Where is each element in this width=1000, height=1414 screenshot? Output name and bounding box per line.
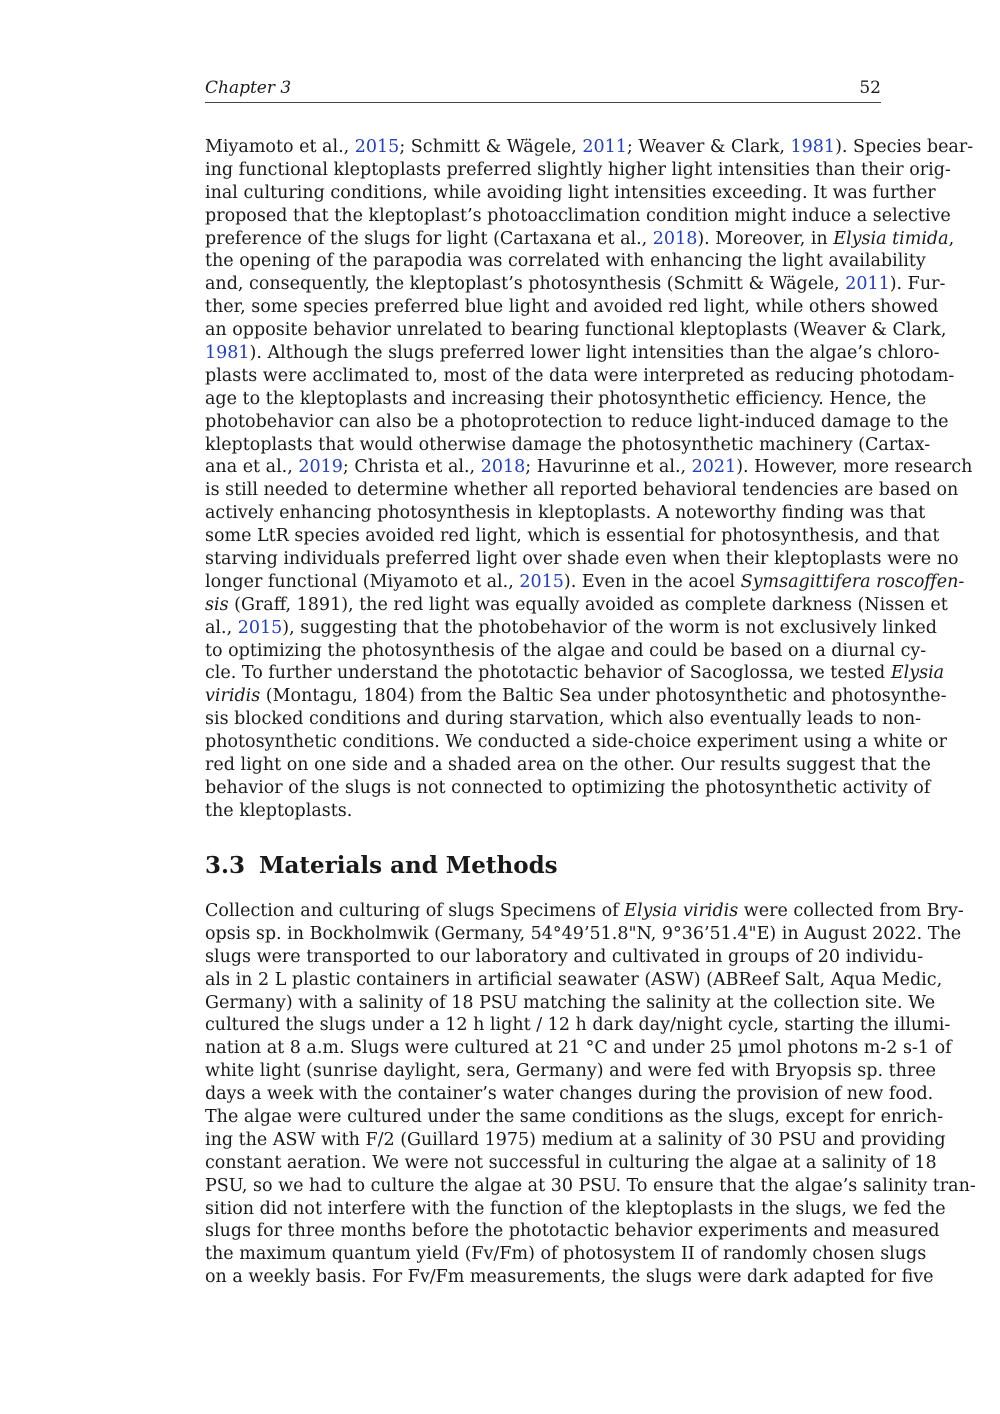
text-line	[205, 685, 947, 708]
text-segment: and, consequently, the kleptoplast’s photosynthesis (Schmitt & Wägele,	[205, 274, 846, 295]
text-segment: ing functional kleptoplasts preferred slightly higher light intensities than their orig-	[205, 159, 951, 180]
text-segment: (Graff, 1891), the red light was equally avoided as complete darkness (Nissen et	[228, 594, 948, 615]
text-line	[205, 250, 926, 273]
text-segment: preference of the slugs for light (Cartaxana et al.,	[205, 228, 653, 249]
text-line	[205, 708, 922, 731]
italic-term: Elysia viridis	[624, 901, 739, 921]
text-line	[205, 992, 936, 1015]
text-segment: ). Moreover, in	[697, 228, 834, 249]
text-line	[205, 946, 924, 969]
running-header	[205, 78, 881, 103]
citation-link[interactable]: 2011	[582, 137, 627, 157]
text-segment: kleptoplasts that would otherwise damage the photosynthetic machinery (Cartax-	[205, 434, 931, 455]
text-line	[205, 1175, 976, 1198]
italic-term: sis	[205, 594, 229, 615]
text-segment: the kleptoplasts.	[205, 800, 353, 821]
text-line	[205, 182, 936, 205]
text-segment: the opening of the parapodia was correlated with enhancing the light availability	[205, 251, 926, 272]
text-line	[205, 800, 881, 823]
citation-link[interactable]: 2015	[237, 617, 283, 638]
text-segment: days a week with the container’s water changes during the provision of new food.	[205, 1084, 934, 1105]
text-line	[205, 1014, 951, 1037]
text-line	[205, 1220, 940, 1243]
italic-term: Elysia timida	[833, 228, 949, 249]
italic-term: Elysia	[890, 663, 945, 684]
citation-link[interactable]: 2021	[691, 457, 737, 478]
paragraph-introduction-end	[205, 136, 974, 823]
text-segment: ). Even in the acoel	[563, 571, 741, 592]
text-segment: al.,	[205, 617, 238, 638]
text-segment: an opposite behavior unrelated to bearing functional kleptoplasts (Weaver & Clark,	[205, 320, 947, 341]
citation-link[interactable]: 2011	[845, 274, 890, 295]
text-segment: slugs for three months before the phototactic behavior experiments and measured	[205, 1221, 940, 1242]
text-segment: ). Although the slugs preferred lower light intensities than the algae’s chloro-	[249, 343, 940, 364]
text-segment: opsis sp. in Bockholmwik (Germany, 54°49’51.8"N, 9°36’51.4"E) in August 2022. The	[205, 923, 962, 944]
text-segment: photobehavior can also be a photoprotection to reduce light-induced damage to the	[205, 411, 949, 432]
citation-link[interactable]: 2018	[652, 228, 698, 249]
text-segment: als in 2 L plastic containers in artificial seawater (ASW) (ABReef Salt, Aqua Medic,	[205, 969, 943, 990]
text-segment: ), suggesting that the photobehavior of the worm is not exclusively linked	[282, 617, 937, 638]
text-line	[205, 1243, 927, 1266]
text-line	[205, 388, 927, 411]
text-line	[205, 1106, 944, 1129]
citation-link[interactable]: 2019	[298, 457, 343, 478]
text-segment: Collection and culturing of slugs Specimens of	[205, 901, 625, 921]
text-segment: ). However, more research	[736, 457, 973, 478]
text-line	[205, 136, 974, 159]
paragraph-materials-methods	[205, 900, 976, 1289]
page-number: 52	[859, 78, 881, 98]
text-line	[205, 479, 959, 502]
text-segment: some LtR species avoided red light, which is essential for photosynthesis, and that	[205, 526, 940, 547]
text-segment: ; Schmitt & Wägele,	[399, 137, 583, 157]
text-line	[205, 319, 947, 342]
text-line	[205, 1129, 946, 1152]
text-line	[205, 296, 939, 319]
text-segment: sition did not interfere with the function of the kleptoplasts in the slugs, we fed the	[205, 1198, 946, 1219]
text-line	[205, 159, 951, 182]
text-line	[205, 365, 955, 388]
text-segment: cle. To further understand the phototactic behavior of Sacoglossa, we tested	[205, 663, 891, 684]
citation-link[interactable]: 2015	[519, 571, 564, 592]
text-segment: cultured the slugs under a 12 h light / 12 h dark day/night cycle, starting the illumi-	[205, 1015, 951, 1036]
citation-link[interactable]: 1981	[790, 137, 836, 157]
citation-link[interactable]: 2015	[354, 137, 400, 157]
text-segment: actively enhancing photosynthesis in kleptoplasts. A noteworthy finding was that	[205, 503, 926, 524]
text-segment: constant aeration. We were not successful in culturing the algae at a salinity of 18	[205, 1152, 937, 1173]
text-line	[205, 205, 951, 228]
text-segment: ). Fur-	[889, 274, 946, 295]
citation-link[interactable]: 1981	[205, 343, 250, 364]
text-line	[205, 1037, 952, 1060]
text-line	[205, 640, 927, 663]
text-segment: starving individuals preferred light over shade even when their kleptoplasts were no	[205, 549, 959, 570]
text-line	[205, 900, 964, 923]
text-line	[205, 594, 948, 617]
text-segment: Germany) with a salinity of 18 PSU matching the salinity at the collection site. We	[205, 992, 936, 1013]
text-segment: inal culturing conditions, while avoiding light intensities exceeding. It was further	[205, 182, 936, 203]
text-line	[205, 617, 937, 640]
text-line	[205, 548, 959, 571]
text-segment: to optimizing the photosynthesis of the algae and could be based on a diurnal cy-	[205, 640, 927, 661]
text-line	[205, 662, 945, 685]
text-line	[205, 1198, 946, 1221]
text-line	[205, 342, 940, 365]
text-segment: Miyamoto et al.,	[205, 137, 355, 157]
text-segment: PSU, so we had to culture the algae at 30 PSU. To ensure that the algae’s salinity tran-	[205, 1175, 976, 1196]
italic-term: Symsagittifera roscoffen-	[740, 571, 965, 592]
text-line	[205, 434, 931, 457]
text-segment: ; Christa et al.,	[342, 457, 481, 478]
text-line	[205, 228, 955, 251]
text-segment: slugs were transported to our laboratory and cultivated in groups of 20 individu-	[205, 946, 924, 967]
text-line	[205, 525, 940, 548]
text-segment: ing the ASW with F/2 (Guillard 1975) medium at a salinity of 30 PSU and providing	[205, 1129, 946, 1150]
text-segment: red light on one side and a shaded area on the other. Our results suggest that the	[205, 755, 931, 776]
text-line	[205, 923, 962, 946]
text-segment: sis blocked conditions and during starvation, which also eventually leads to non-	[205, 709, 922, 730]
text-segment: longer functional (Miyamoto et al.,	[205, 571, 520, 592]
text-line	[205, 731, 947, 754]
text-line	[205, 1152, 937, 1175]
text-line	[205, 502, 926, 525]
text-line	[205, 411, 949, 434]
chapter-label: Chapter 3	[205, 78, 292, 98]
section-title: Materials and Methods	[259, 852, 558, 879]
text-line	[205, 273, 946, 296]
text-line	[205, 1266, 934, 1289]
text-segment: age to the kleptoplasts and increasing their photosynthetic efficiency. Hence, the	[205, 388, 927, 409]
text-line	[205, 571, 965, 594]
section-heading	[205, 852, 881, 879]
text-segment: ,	[948, 228, 955, 249]
italic-term: viridis	[205, 686, 261, 707]
text-segment: ; Havurinne et al.,	[525, 457, 692, 478]
text-segment: behavior of the slugs is not connected to optimizing the photosynthetic activity of	[205, 777, 931, 798]
text-line	[205, 1083, 934, 1106]
text-segment: on a weekly basis. For Fv/Fm measurements, the slugs were dark adapted for five	[205, 1267, 934, 1288]
text-segment: is still needed to determine whether all reported behavioral tendencies are based on	[205, 480, 959, 501]
text-segment: the maximum quantum yield (Fv/Fm) of photosystem II of randomly chosen slugs	[205, 1244, 927, 1265]
text-segment: ; Weaver & Clark,	[626, 137, 791, 157]
text-line	[205, 969, 943, 992]
text-segment: photosynthetic conditions. We conducted a side-choice experiment using a white or	[205, 732, 947, 753]
text-segment: plasts were acclimated to, most of the data were interpreted as reducing photodam-	[205, 365, 955, 386]
text-segment: were collected from Bry-	[738, 901, 964, 921]
citation-link[interactable]: 2018	[480, 457, 526, 478]
text-segment: ana et al.,	[205, 457, 299, 478]
text-line	[205, 754, 931, 777]
text-segment: proposed that the kleptoplast’s photoacclimation condition might induce a selective	[205, 205, 951, 226]
text-segment: white light (sunrise daylight, sera, Germany) and were fed with Bryopsis sp. three	[205, 1061, 936, 1082]
text-line	[205, 777, 931, 800]
text-segment: (Montagu, 1804) from the Baltic Sea under photosynthetic and photosynthe-	[260, 686, 947, 707]
text-line	[205, 456, 973, 479]
text-segment: The algae were cultured under the same conditions as the slugs, except for enrich-	[205, 1107, 944, 1128]
text-line	[205, 1060, 936, 1083]
text-segment: ). Species bear-	[835, 137, 974, 157]
section-number: 3.3	[205, 852, 246, 879]
text-segment: ther, some species preferred blue light and avoided red light, while others showed	[205, 297, 939, 318]
text-segment: nation at 8 a.m. Slugs were cultured at 21 °C and under 25 µmol photons m-2 s-1 of	[205, 1038, 952, 1059]
